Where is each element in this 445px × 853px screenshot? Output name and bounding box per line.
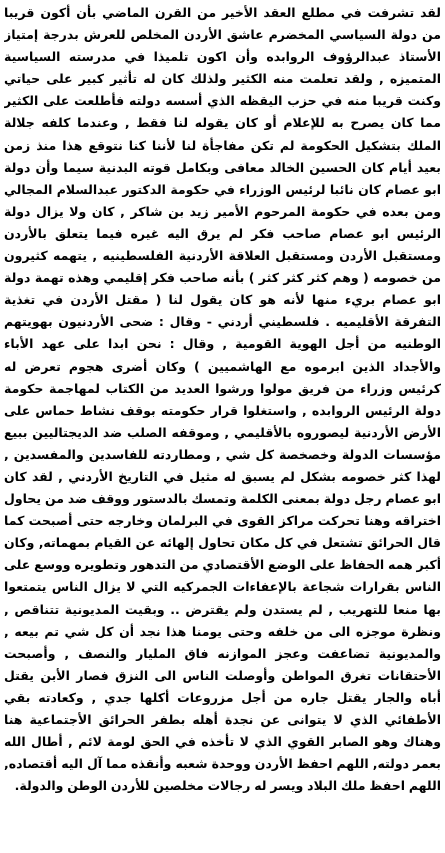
article-body: لقد تشرفت في مطلع العقد الأخير من القرن الماضي بأن أكون قريبا من دولة السياسي المخضرم عاشق الأردن المخلص للعرش بدرجة إمتياز الأستاذ عبدالرؤوف الروابده وأن اكون تلميذا في مدرسته السياسية المتميزه , ولقد تعلمت منه الكثير ولذلك كان له تأثير كبير على حياتي وكنت قريبا منه في حزب اليقظه الذي أسسه دولته فأطلعت على الكثير مما كان يصرح به للإعلام أو كان يقوله لنا فقط , وعندما كلفه جلالة الملك بتشكيل الحكومة لم تكن مفاجأة لنا لأننا كنا نتوقع هذا منذ زمن بعيد أيام كان الحسين الخالد معافى وبكامل قوته البدنية سيما وأن دولة ابو عصام كان نائبا لرئيس الوزراء في حكومة الدكتور عبدالسلام المجالي ومن بعده في حكومة المرحوم الأمير زيد بن شاكر , كان ولا يزال دولة الرئيس ابو عصام صاحب فكر لم يرق اليه غيره فيما يتعلق بالأردن ومستقبل الأردن ومستقبل العلاقة الأردنية الفلسطينيه , يتهمه كثيرون من خصومه ( وهم كثر كثر كثر ) بأنه صاحب فكر إقليمي وهذه تهمة دولة ابو عصام بريء منها لأنه هو كان يقول لنا ( مقتل الأردن في تغذية التفرقة الأقليميه . فلسطيني أردني - وقال : ضحى الأردنيون بهويتهم الوطنيه من أجل الهوية القومية , وقال : نحن ابدا على عهد الأباء والأجداد الذين ابرموه مع الهاشميين ) وكان أضرى هجوم تعرض له كرئيس وزراء من فريق مولوا ورشوا العديد من الكتاب لمهاجمة حكومة دولة الرئيس الروابده , واستغلوا قرار حكومته بوقف نشاط حماس على الأرض الأردنية ليصوروه بالأقليمي , وموقفه الصلب ضد الديجتاليين ببيع مؤسسات الدولة وخصخصة كل شي , ومطاردته للفاسدين والمفسدين , لهذا كثر خصومه بشكل لم يسبق له مثيل في التاريخ الأردني , لقد كان ابو عصام رجل دولة بمعنى الكلمة وتمسك بالدستور ووقف ضد من يحاول اختراقه وهنا تحركت مراكز القوى في البرلمان وخارجه حتى أصبحت كما قال الحرائق تشتعل في كل مكان تحاول إلهائه عن القيام بمهماته, وكان أكبر همه الحفاظ على الوضع الأقتصادي من التدهور وتطويره ووسع على الناس بقرارات شجاعة بالإعفاءات الجمركيه التي لا يزال الناس يتمتعوا بها منعا للتهريب , لم يستدن ولم يقترض .. وبقيت المديونية تتناقص , ونظرة موجزه الى من خلفه وحتى يومنا هذا نجد أن كل شي تم بيعه , والمديونية تضاعفت وعجز الموازنه فاق المليار والنصف , وأصبحت الأحتقانات تغرق المواطن وأوصلت الناس الى النزق فصار الأبن يقتل أباه والجار يقتل جاره من أجل مزروعات أكلها جدي , وكعادته بقي الأطفائي الذي لا يتوانى عن نجدة أهله بطفر الحرائق الأجتماعية هنا وهناك وهو الصابر القوي الذي لا تأخذه في الحق لومة لائم , أطال الله بعمر دولته, اللهم احفظ الأردن ووحدة شعبه وأنقذه مما آل اليه أقتصاده, اللهم احفظ ملك البلاد ويسر له رجالات مخلصين للأردن الوطن والدولة.: [4, 5, 441, 794]
